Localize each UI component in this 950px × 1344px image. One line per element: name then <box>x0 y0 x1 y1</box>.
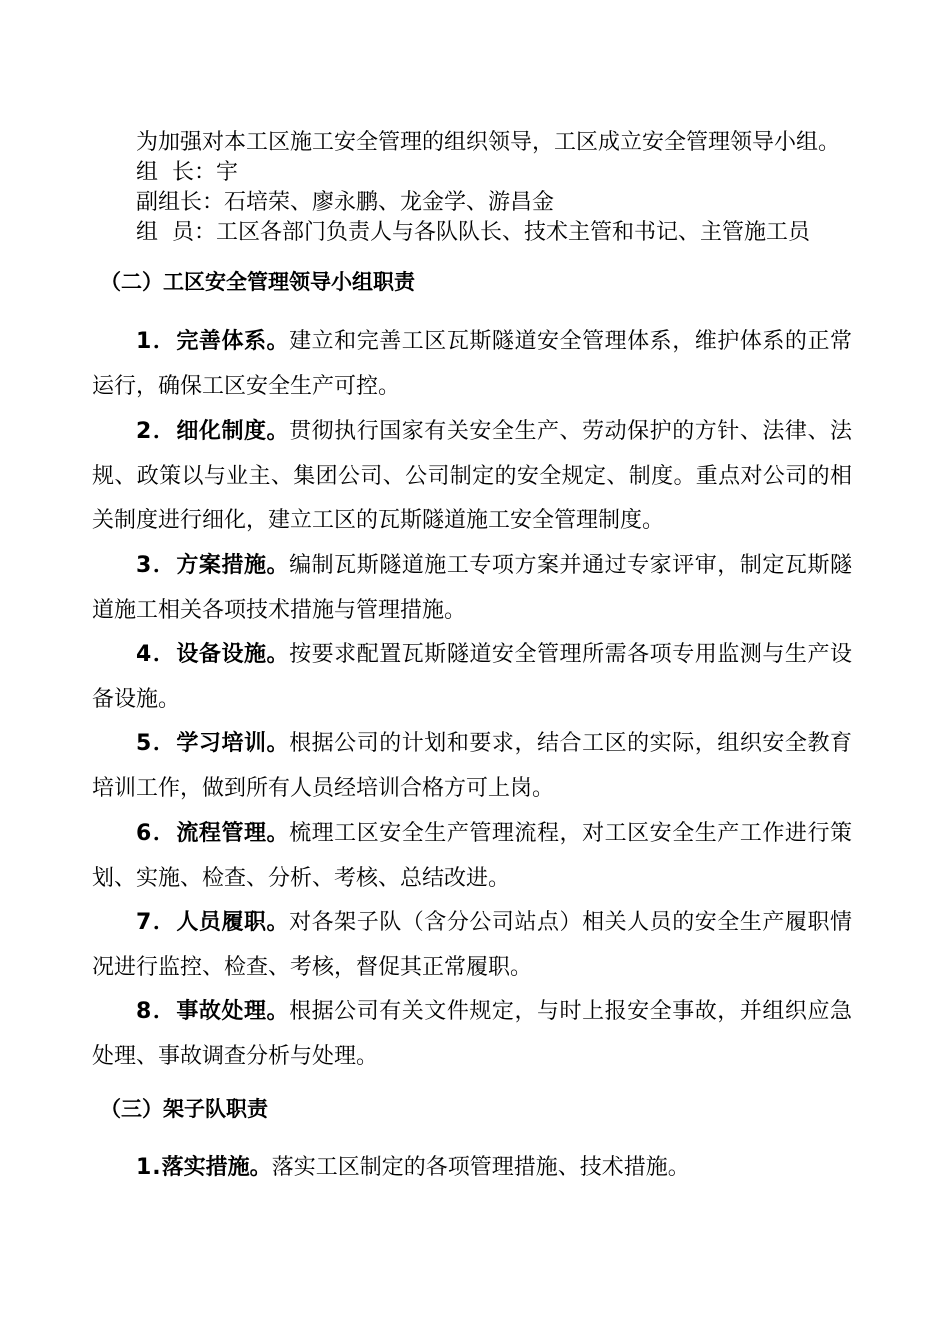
duty-number: 3． <box>136 553 177 578</box>
duty-item-2 <box>92 410 852 544</box>
deputy-leader-line: 副组长：石培荣、廖永鹏、龙金学、游昌金 <box>136 190 555 215</box>
duty-title: 细化制度。 <box>176 419 290 444</box>
duty-item-5 <box>92 722 852 811</box>
duty-title: 人员履职。 <box>176 910 290 935</box>
duty-item-1 <box>92 320 852 409</box>
duty-title: 完善体系。 <box>176 329 290 354</box>
duty-text: 编制瓦斯隧道施工专项方案并通过专家评审，制定瓦斯隧道施工相关各项技术措施与管理措施。 <box>92 553 852 623</box>
duty-number: 6． <box>136 821 177 846</box>
duty-text: 建立和完善工区瓦斯隧道安全管理体系，维护体系的正常运行，确保工区安全生产可控。 <box>92 329 852 399</box>
duty-text: 贯彻执行国家有关安全生产、劳动保护的方针、法律、法规、政策以与业主、集团公司、公司制定的安全规定、制度。重点对公司的相关制度进行细化，建立工区的瓦斯隧道施工安全管理制度。 <box>92 419 852 533</box>
duty-number: 7． <box>136 910 177 935</box>
duty-text: 对各架子队（含分公司站点）相关人员的安全生产履职情况进行监控、检查、考核，督促其正常履职。 <box>92 910 852 980</box>
section-heading-2: （二）工区安全管理领导小组职责 <box>100 270 415 294</box>
team-duty-item-1 <box>92 1146 852 1191</box>
duty-title: 方案措施。 <box>176 553 290 578</box>
duty-item-6 <box>92 812 852 901</box>
duty-text: 根据公司的计划和要求，结合工区的实际，组织安全教育培训工作，做到所有人员经培训合格方可上岗。 <box>92 731 852 801</box>
duty-number: 8． <box>136 999 177 1024</box>
duty-item-3 <box>92 544 852 633</box>
duty-number: 1． <box>136 329 177 354</box>
duty-number: 2． <box>136 419 177 444</box>
duty-title: 学习培训。 <box>176 731 290 756</box>
duty-item-8 <box>92 990 852 1079</box>
duty-number: 1. <box>136 1155 162 1180</box>
section-heading-3: （三）架子队职责 <box>100 1097 268 1121</box>
duty-item-7 <box>92 901 852 990</box>
duty-title: 落实措施。 <box>161 1155 272 1180</box>
intro-paragraph: 为加强对本工区施工安全管理的组织领导，工区成立安全管理领导小组。 <box>136 130 841 155</box>
group-members-line: 组 员：工区各部门负责人与各队队长、技术主管和书记、主管施工员 <box>136 220 810 245</box>
duty-text: 梳理工区安全生产管理流程，对工区安全生产工作进行策划、实施、检查、分析、考核、总结改进。 <box>92 821 852 891</box>
duty-number: 4． <box>136 642 177 667</box>
duty-title: 流程管理。 <box>176 821 290 846</box>
duty-text: 落实工区制定的各项管理措施、技术措施。 <box>271 1155 690 1180</box>
duty-title: 设备设施。 <box>176 642 290 667</box>
duty-text: 根据公司有关文件规定，与时上报安全事故，并组织应急处理、事故调查分析与处理。 <box>92 999 852 1069</box>
duty-item-4 <box>92 633 852 722</box>
duty-text: 按要求配置瓦斯隧道安全管理所需各项专用监测与生产设备设施。 <box>92 642 852 712</box>
duty-title: 事故处理。 <box>176 999 290 1024</box>
group-leader-line: 组 长：宇 <box>136 160 238 185</box>
duty-number: 5． <box>136 731 177 756</box>
